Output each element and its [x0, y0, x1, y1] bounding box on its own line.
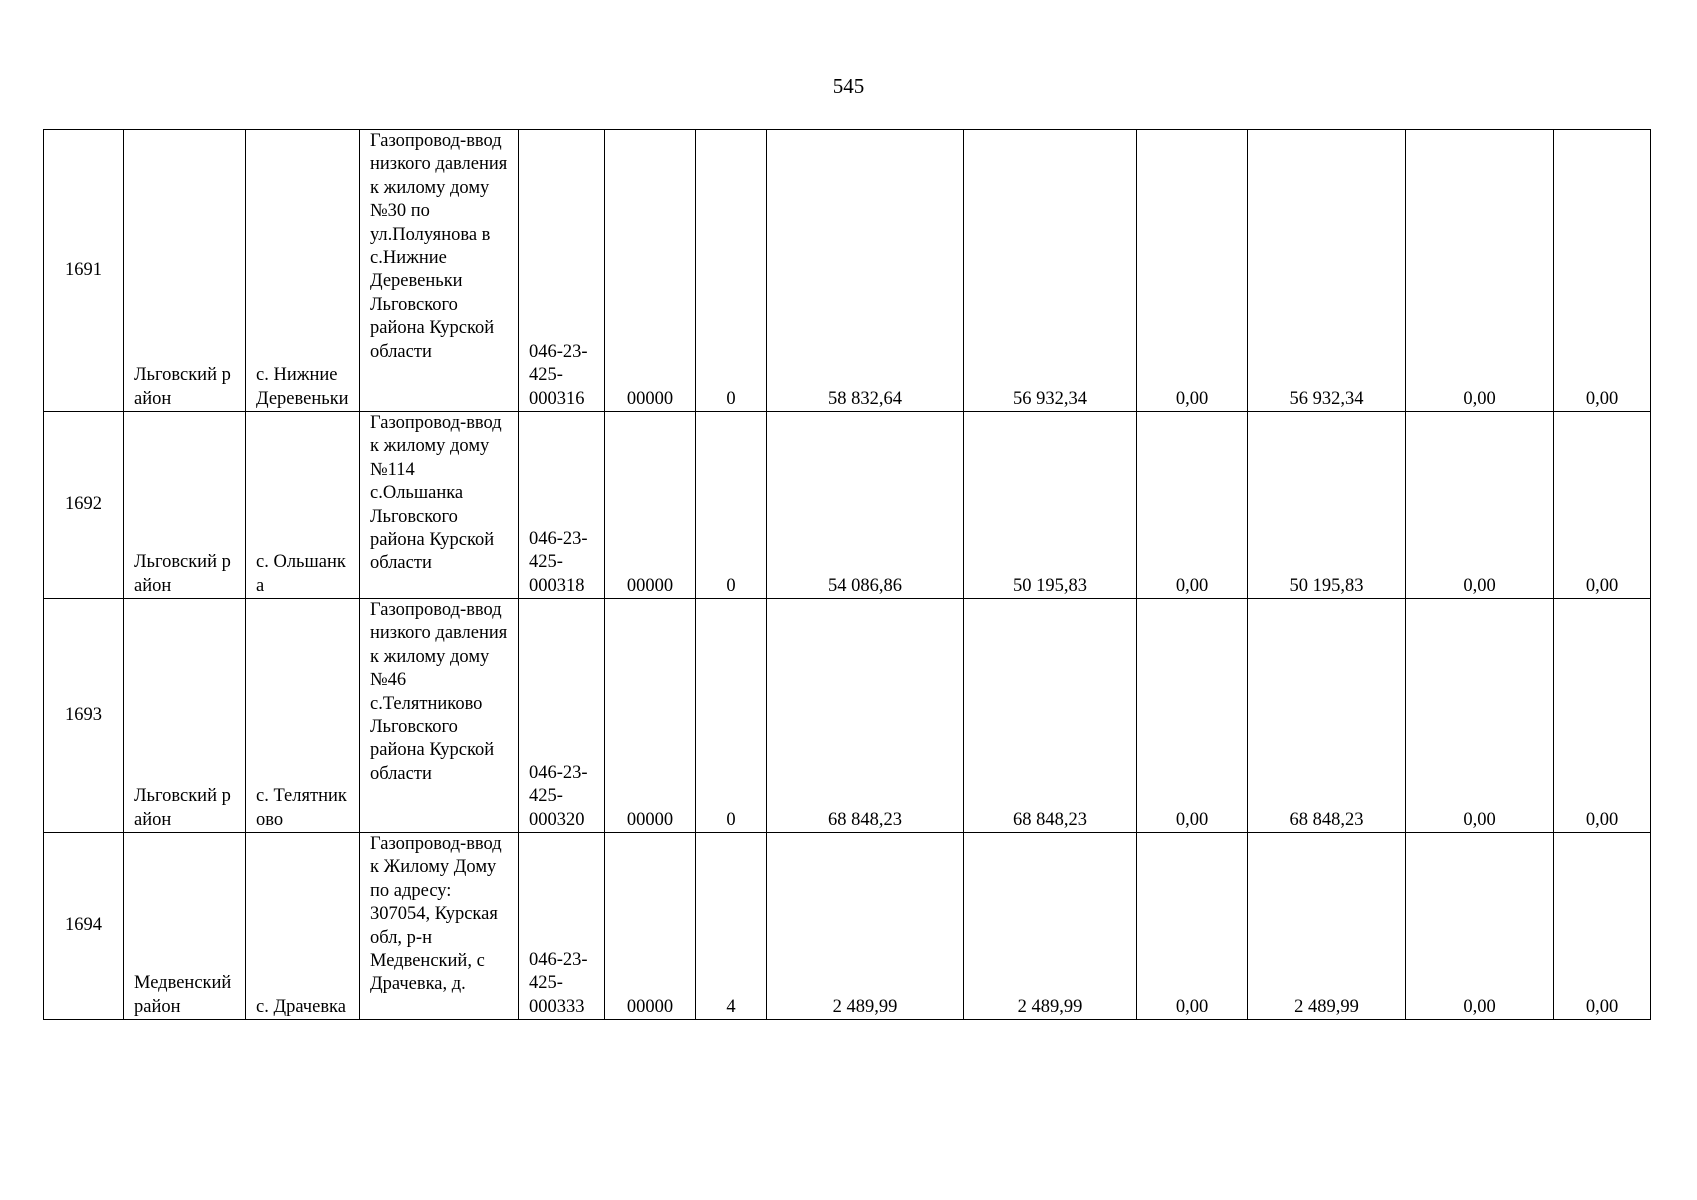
row-number: 1694: [44, 833, 124, 1020]
code-cell: 00000: [605, 599, 696, 833]
district-cell: Льговский район: [124, 412, 246, 599]
value-cell: 2 489,99: [767, 833, 964, 1020]
value-cell: 68 848,23: [1248, 599, 1406, 833]
row-number: 1692: [44, 412, 124, 599]
description-cell: Газопровод-ввод к Жилому Дому по адресу: 307054, Курская обл, р-н Медвенский, с Драчевка, д.: [360, 833, 519, 1020]
value-cell: 58 832,64: [767, 130, 964, 412]
description-cell: Газопровод-ввод низкого давления к жилому дому №30 по ул.Полуянова в с.Нижние Деревеньки Льговского района Курской области: [360, 130, 519, 412]
description-cell: Газопровод-ввод к жилому дому №114 с.Ольшанка Льговского района Курской области: [360, 412, 519, 599]
cadastral-number-cell: 046-23-425-000333: [519, 833, 605, 1020]
value-cell: 0,00: [1137, 599, 1248, 833]
value-cell: 56 932,34: [964, 130, 1137, 412]
value-cell: 0,00: [1406, 599, 1554, 833]
settlement-cell: с. Ольшанка: [246, 412, 360, 599]
district-cell: Медвенский район: [124, 833, 246, 1020]
table-row: [44, 130, 1651, 412]
table-row: [44, 833, 1651, 1020]
value-cell: 0,00: [1137, 130, 1248, 412]
cadastral-number-cell: 046-23-425-000318: [519, 412, 605, 599]
code-cell: 0: [696, 412, 767, 599]
value-cell: 54 086,86: [767, 412, 964, 599]
cadastral-number-cell: 046-23-425-000316: [519, 130, 605, 412]
value-cell: 0,00: [1137, 412, 1248, 599]
row-number: 1693: [44, 599, 124, 833]
value-cell: 0,00: [1554, 599, 1651, 833]
value-cell: 0,00: [1406, 833, 1554, 1020]
value-cell: 0,00: [1554, 412, 1651, 599]
settlement-cell: с. Нижние Деревеньки: [246, 130, 360, 412]
description-cell: Газопровод-ввод низкого давления к жилому дому №46 с.Телятниково Льговского района Курской области: [360, 599, 519, 833]
table-row: [44, 599, 1651, 833]
code-cell: 00000: [605, 130, 696, 412]
table-row: [44, 412, 1651, 599]
code-cell: 00000: [605, 412, 696, 599]
code-cell: 4: [696, 833, 767, 1020]
value-cell: 50 195,83: [1248, 412, 1406, 599]
value-cell: 56 932,34: [1248, 130, 1406, 412]
value-cell: 50 195,83: [964, 412, 1137, 599]
settlement-cell: с. Драчевка: [246, 833, 360, 1020]
value-cell: 0,00: [1137, 833, 1248, 1020]
value-cell: 2 489,99: [964, 833, 1137, 1020]
value-cell: 68 848,23: [964, 599, 1137, 833]
district-cell: Льговский район: [124, 130, 246, 412]
value-cell: 2 489,99: [1248, 833, 1406, 1020]
district-cell: Льговский район: [124, 599, 246, 833]
code-cell: 00000: [605, 833, 696, 1020]
value-cell: 68 848,23: [767, 599, 964, 833]
value-cell: 0,00: [1554, 130, 1651, 412]
asset-register-table: [43, 129, 1651, 1020]
value-cell: 0,00: [1554, 833, 1651, 1020]
value-cell: 0,00: [1406, 130, 1554, 412]
value-cell: 0,00: [1406, 412, 1554, 599]
row-number: 1691: [44, 130, 124, 412]
settlement-cell: с. Телятниково: [246, 599, 360, 833]
page-number: 545: [832, 74, 865, 98]
code-cell: 0: [696, 599, 767, 833]
code-cell: 0: [696, 130, 767, 412]
cadastral-number-cell: 046-23-425-000320: [519, 599, 605, 833]
